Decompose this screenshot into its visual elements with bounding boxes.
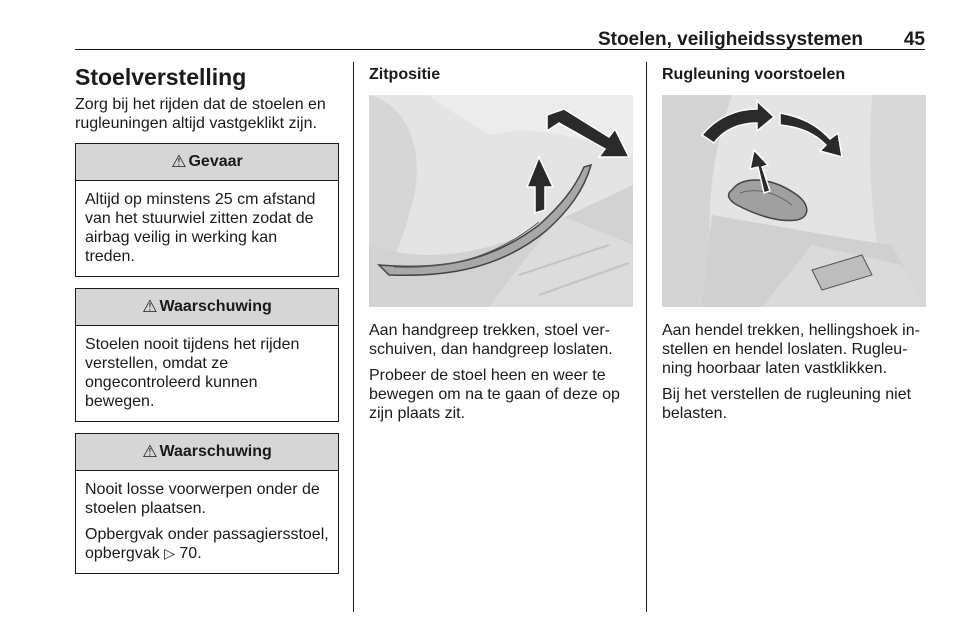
column-seat-adjustment (75, 62, 339, 574)
warning-heading: Waarschuwing (159, 298, 272, 315)
danger-box (75, 143, 339, 277)
warning-text-storage: Opbergvak onder passagiersstoel, opbergvak ▷ 70. (85, 526, 329, 562)
warning-box-1 (75, 288, 339, 422)
column-divider (353, 62, 354, 612)
warning-text: Stoelen nooit tijdens het rijden verstellen, omdat ze ongecontroleerd kunnen bewegen. (85, 336, 300, 410)
warning-triangle-icon: ⚠ (142, 297, 158, 316)
warning-box-2-header (76, 434, 338, 471)
seat-position-check: Probeer de stoel heen en weer te bewegen om na te gaan of deze op zijn plaats zit. (369, 367, 620, 422)
column-front-backrest (662, 62, 926, 423)
seat-position-illustration (369, 95, 633, 307)
danger-text: Altijd op minstens 25 cm afstand van het stuurwiel zitten zodat de airbag veilig in werking kan treden. (85, 191, 316, 265)
seat-rail-drawing (369, 95, 633, 307)
backrest-caution: Bij het verstellen de rugleuning niet belasten. (662, 386, 912, 422)
warning-triangle-icon: ⚠ (171, 152, 187, 171)
backrest-illustration (662, 95, 926, 307)
page-reference-icon: ▷ (164, 545, 175, 561)
backrest-lever-drawing (662, 95, 926, 307)
column-seat-position (369, 62, 633, 423)
page-number: 45 (903, 29, 925, 50)
section-title: Stoelen, veiligheidssystemen (597, 29, 863, 50)
heading-front-backrest: Rugleuning voorstoelen (662, 66, 846, 83)
intro-text: Zorg bij het rijden dat de stoelen en rugleuningen altijd vastgeklikt zijn. (75, 96, 326, 132)
heading-seat-position: Zitpositie (369, 66, 441, 83)
warning-box-1-header (76, 289, 338, 326)
column-divider (646, 62, 647, 612)
backrest-step: Aan hendel trekken, hellingshoek instellen en hendel loslaten. Rugleuning hoorbaar laten vastklikken. (662, 322, 920, 377)
warning-box-2 (75, 433, 339, 574)
danger-box-header (76, 144, 338, 181)
warning-text: Nooit losse voorwerpen onder de stoelen plaatsen. (85, 481, 320, 517)
page-header (75, 26, 925, 50)
page-reference-link[interactable]: 70. (179, 545, 202, 562)
warning-triangle-icon: ⚠ (142, 442, 158, 461)
seat-position-step: Aan handgreep trekken, stoel verschuiven, dan handgreep loslaten. (369, 322, 613, 358)
warning-heading: Waarschuwing (159, 443, 272, 460)
danger-heading: Gevaar (188, 153, 243, 170)
heading-seat-adjustment: Stoelverstelling (75, 64, 247, 90)
